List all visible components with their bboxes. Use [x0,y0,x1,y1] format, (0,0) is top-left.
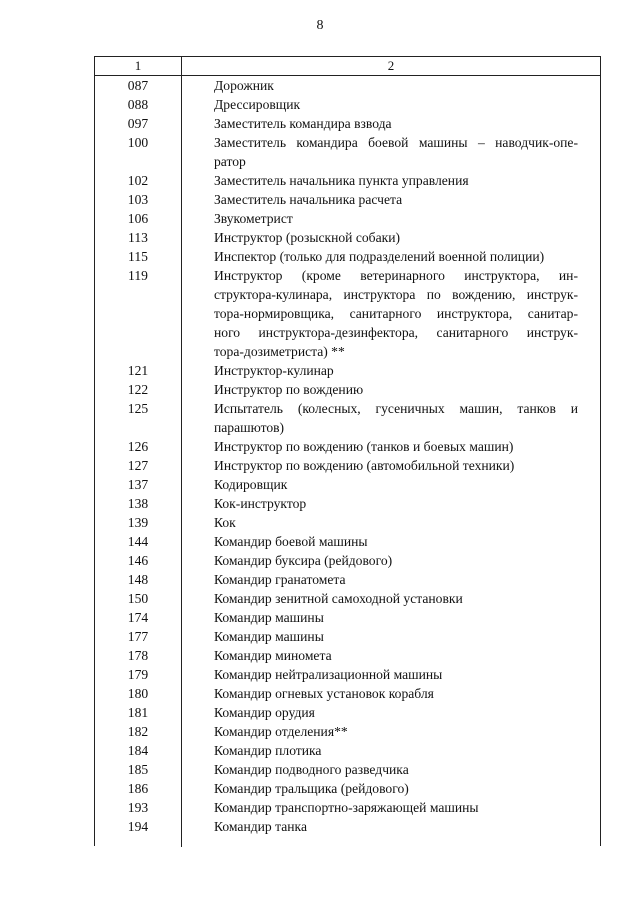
occupation-code: 125 [127,401,149,416]
occupation-name [181,684,600,703]
occupation-code: 186 [127,781,149,796]
table-row [95,684,600,703]
table-row [95,247,600,266]
table-row [95,266,600,361]
table-row [95,722,600,741]
occupation-code: 174 [127,610,149,625]
occupation-name-line: Командир боевой машины [214,534,368,549]
occupation-name [181,361,600,380]
occupation-name [181,570,600,589]
table-row [95,760,600,779]
occupation-name-line: Командир миномета [214,648,332,663]
occupation-name-line: Командир орудия [214,705,315,720]
occupation-name [181,665,600,684]
occupation-code: 087 [127,78,149,93]
occupation-name-line: Командир танка [214,819,307,834]
occupation-name [181,646,600,665]
occupation-name-line: Инструктор по вождению (танков и боевых машин) [214,439,514,454]
occupation-name [181,114,600,133]
occupation-code: 177 [127,629,149,644]
occupation-name-line: Дорожник [214,78,274,93]
occupation-table [94,56,601,846]
table-row [95,95,600,114]
occupation-code: 115 [128,249,148,264]
occupation-name [181,380,600,399]
occupation-code: 138 [127,496,149,511]
table-row [95,589,600,608]
occupation-name-line: Инструктор (розыскной собаки) [214,230,401,245]
table-row [95,608,600,627]
table-row [95,456,600,475]
occupation-code: 102 [127,173,149,188]
occupation-code: 184 [127,743,149,758]
occupation-name-line: Командир машины [214,629,324,644]
occupation-name [181,513,600,532]
occupation-name-line: Командир буксира (рейдового) [214,553,393,568]
occupation-name [181,779,600,798]
occupation-code: 113 [128,230,148,245]
occupation-name [181,437,600,456]
occupation-code: 103 [127,192,149,207]
occupation-name [181,209,600,228]
occupation-name [181,760,600,779]
occupation-code: 097 [127,116,149,131]
occupation-name [181,532,600,551]
occupation-name-line: Заместитель начальника расчета [214,192,403,207]
table-row [95,76,600,95]
occupation-code: 185 [127,762,149,777]
table-row [95,380,600,399]
occupation-code: 144 [127,534,149,549]
occupation-name-line: Командир огневых установок корабля [214,686,434,701]
table-row [95,817,600,836]
occupation-name-line: Командир тральщика (рейдового) [214,781,409,796]
table-row [95,665,600,684]
occupation-name-line: Командир отделения** [214,724,348,739]
occupation-name [181,551,600,570]
occupation-name-line: Звукометрист [214,211,293,226]
occupation-code: 088 [127,97,149,112]
occupation-name-line: Командир нейтрализационной машины [214,667,443,682]
occupation-name-line: Заместитель командира взвода [214,116,392,131]
occupation-name-line: Инструктор (кроме ветеринарного инструктора, ин- [214,268,578,283]
occupation-name [181,247,600,266]
table-row [95,646,600,665]
occupation-name-line: Инструктор по вождению (автомобильной техники) [214,458,515,473]
table-body [95,76,600,836]
table-row [95,779,600,798]
occupation-name [181,627,600,646]
occupation-code: 181 [127,705,149,720]
table-row [95,399,600,437]
occupation-name [181,703,600,722]
occupation-code: 137 [127,477,149,492]
table-row [95,551,600,570]
occupation-code: 121 [127,363,149,378]
occupation-name-line: Испытатель (колесных, гусеничных машин, танков и [214,401,578,416]
occupation-name-line: Дрессировщик [214,97,301,112]
table-row [95,494,600,513]
occupation-code: 180 [127,686,149,701]
occupation-name-line: Инструктор по вождению [214,382,364,397]
occupation-name-line: ного инструктора-дезинфектора, санитарного инструк- [214,325,578,340]
occupation-name-line: Командир подводного разведчика [214,762,409,777]
occupation-code: 178 [127,648,149,663]
occupation-name-line: структора-кулинара, инструктора по вождению, инструк- [214,287,578,302]
occupation-name-line: Кодировщик [214,477,288,492]
table-row [95,114,600,133]
occupation-name [181,190,600,209]
occupation-name-line: Заместитель командира боевой машины – наводчик-опе- [214,135,578,150]
occupation-name [181,589,600,608]
occupation-name [181,76,600,95]
occupation-name [181,228,600,247]
occupation-name-line: Кок-инструктор [214,496,307,511]
occupation-name-line: ратор [214,154,246,169]
table-row [95,570,600,589]
occupation-name [181,133,600,171]
occupation-name [181,608,600,627]
occupation-code: 106 [127,211,149,226]
table-header-row [95,57,600,76]
occupation-name-line: тора-нормировщика, санитарного инструктора, санитар- [214,306,578,321]
table-row [95,228,600,247]
occupation-name-line: Заместитель начальника пункта управления [214,173,469,188]
occupation-code: 150 [127,591,149,606]
occupation-name [181,741,600,760]
occupation-code: 100 [127,135,149,150]
table-row [95,798,600,817]
table-row [95,171,600,190]
table-row [95,190,600,209]
table-row [95,133,600,171]
occupation-code: 127 [127,458,149,473]
occupation-name-line: парашютов) [214,420,285,435]
table-row [95,475,600,494]
occupation-name [181,171,600,190]
occupation-name [181,399,600,437]
occupation-code: 119 [128,268,148,283]
occupation-name-line: Командир транспортно-заряжающей машины [214,800,479,815]
occupation-name [181,456,600,475]
header-name: 2 [387,58,395,73]
table-row [95,361,600,380]
occupation-name-line: Командир плотика [214,743,322,758]
table-row [95,703,600,722]
occupation-name [181,494,600,513]
occupation-code: 148 [127,572,149,587]
occupation-name [181,95,600,114]
table-row [95,627,600,646]
table-row [95,741,600,760]
table-row [95,209,600,228]
occupation-code: 139 [127,515,149,530]
occupation-name-line: Инструктор-кулинар [214,363,334,378]
occupation-code: 122 [127,382,149,397]
occupation-code: 179 [127,667,149,682]
occupation-name-line: Командир машины [214,610,324,625]
table-row [95,513,600,532]
occupation-name-line: Инспектор (только для подразделений военной полиции) [214,249,545,264]
occupation-code: 194 [127,819,149,834]
occupation-code: 146 [127,553,149,568]
page-number: 8 [316,18,324,33]
occupation-name [181,266,600,361]
header-code: 1 [134,58,142,73]
occupation-name [181,817,600,836]
occupation-name-line: тора-дозиметриста) ** [214,344,345,359]
occupation-name [181,722,600,741]
occupation-name-line: Командир гранатомета [214,572,346,587]
occupation-name [181,475,600,494]
table-row [95,532,600,551]
table-row [95,437,600,456]
occupation-name [181,798,600,817]
occupation-code: 193 [127,800,149,815]
occupation-name-line: Командир зенитной самоходной установки [214,591,463,606]
occupation-code: 182 [127,724,149,739]
occupation-code: 126 [127,439,149,454]
occupation-name-line: Кок [214,515,236,530]
